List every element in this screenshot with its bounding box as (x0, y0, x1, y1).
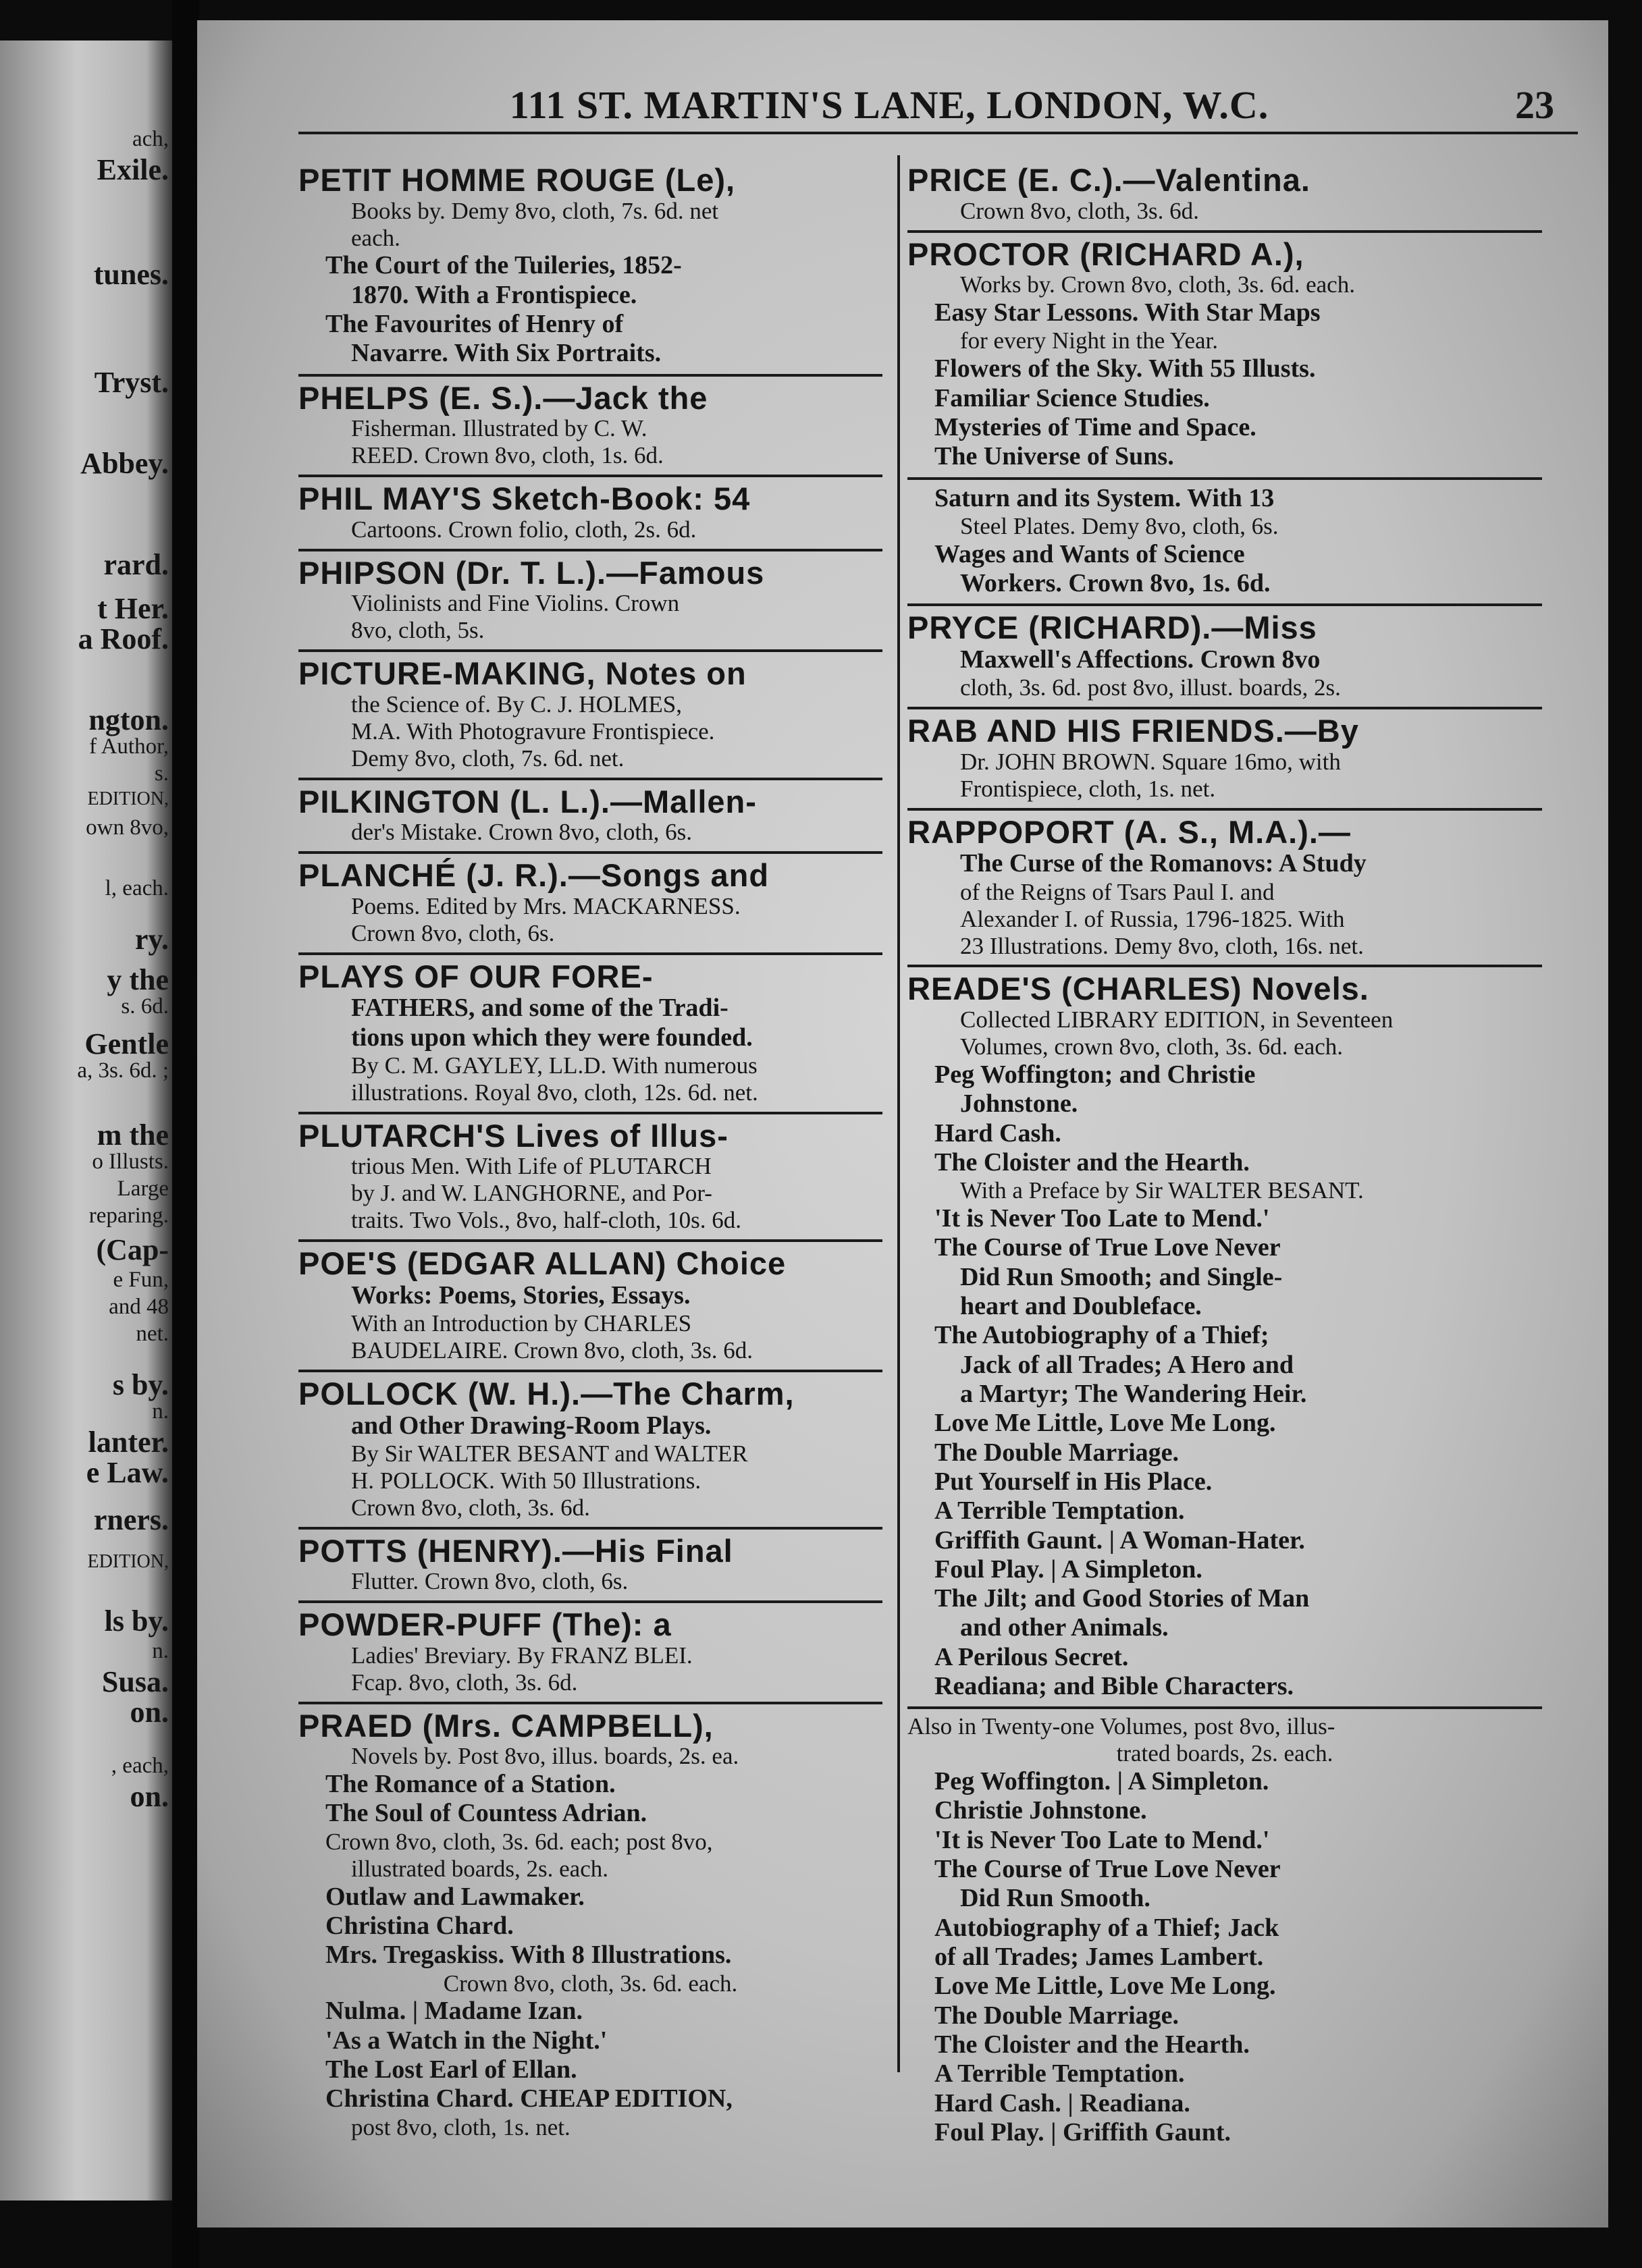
entry-line: Jack of all Trades; A Hero and (960, 1350, 1294, 1379)
entry-line: By C. M. GAYLEY, LL.D. With numerous (351, 1052, 758, 1079)
entry-line: trated boards, 2s. each. (1116, 1740, 1333, 1767)
entry-line: Peg Woffington. | A Simpleton. (934, 1767, 1269, 1796)
entry-line: Outlaw and Lawmaker. (325, 1882, 585, 1911)
book-gutter (172, 0, 199, 2268)
entry-line: by J. and W. LANGHORNE, and Por- (351, 1180, 712, 1207)
entry-heading: PHELPS (E. S.).—Jack the (298, 379, 708, 416)
entry-line: Violinists and Fine Violins. Crown (351, 590, 680, 617)
catalogue-entry (907, 606, 1542, 709)
entry-line: tions upon which they were founded. (351, 1023, 753, 1052)
entry-line: Dr. JOHN BROWN. Square 16mo, with (960, 749, 1341, 776)
entry-line: The Favourites of Henry of (325, 310, 624, 339)
entry-line: The Double Marriage. (934, 1438, 1180, 1467)
entry-line: Works by. Crown 8vo, cloth, 3s. 6d. each. (960, 271, 1355, 298)
facing-page-fragment: own 8vo, (86, 815, 169, 840)
entry-line: Ladies' Breviary. By FRANZ BLEI. (351, 1642, 693, 1669)
entry-line: post 8vo, cloth, 1s. net. (351, 2113, 571, 2140)
entry-line: traits. Two Vols., 8vo, half-cloth, 10s. 6d. (351, 1207, 741, 1234)
running-header: 111 ST. MARTIN'S LANE, LONDON, W.C. (509, 83, 1269, 127)
entry-line: Christina Chard. (325, 1911, 514, 1940)
entry-line: Steel Plates. Demy 8vo, cloth, 6s. (960, 512, 1279, 539)
facing-page-fragment: EDITION, (87, 1551, 169, 1572)
facing-page-fragment: s. (154, 761, 169, 786)
entry-line: Flutter. Crown 8vo, cloth, 6s. (351, 1568, 629, 1595)
entry-line: Novels by. Post 8vo, illus. boards, 2s. ea. (351, 1743, 739, 1770)
entry-line: Flowers of the Sky. With 55 Illusts. (934, 354, 1316, 383)
facing-page-fragment: and 48 (109, 1295, 169, 1319)
entry-heading: RAPPOPORT (A. S., M.A.).— (907, 813, 1351, 850)
entry-line: Christina Chard. CHEAP EDITION, (325, 2084, 733, 2113)
entry-line: Fcap. 8vo, cloth, 3s. 6d. (351, 1669, 578, 1696)
entry-line: BAUDELAIRE. Crown 8vo, cloth, 3s. 6d. (351, 1336, 753, 1364)
entry-line: Frontispiece, cloth, 1s. net. (960, 775, 1216, 802)
entry-line: The Romance of a Station. (325, 1770, 616, 1799)
entry-line: A Terrible Temptation. (934, 1496, 1185, 1526)
catalogue-entry (907, 967, 1542, 1709)
catalogue-entry (298, 652, 882, 780)
entry-line: Alexander I. of Russia, 1796-1825. With (960, 905, 1345, 932)
entry-line: Crown 8vo, cloth, 3s. 6d. each. (443, 1970, 738, 1997)
entry-heading: PILKINGTON (L. L.).—Mallen- (298, 783, 757, 819)
entry-line: Volumes, crown 8vo, cloth, 3s. 6d. each. (960, 1033, 1344, 1060)
entry-line: Did Run Smooth. (960, 1884, 1150, 1913)
entry-heading: PLANCHÉ (J. R.).—Songs and (298, 857, 770, 894)
entry-line: Crown 8vo, cloth, 3s. 6d. (960, 197, 1199, 224)
entry-line: Familiar Science Studies. (934, 383, 1210, 412)
entry-line: The Jilt; and Good Stories of Man (934, 1584, 1310, 1613)
entry-line: The Lost Earl of Ellan. (325, 2055, 577, 2084)
entry-line: Saturn and its System. With 13 (934, 483, 1275, 512)
entry-line: With a Preface by Sir WALTER BESANT. (960, 1177, 1364, 1204)
entry-line: Mrs. Tregaskiss. With 8 Illustrations. (325, 1941, 732, 1970)
facing-page-fragment: rard. (103, 548, 169, 581)
facing-page-fragment: rners. (93, 1503, 169, 1536)
catalogue-entry (298, 159, 882, 377)
entry-heading: PHIPSON (Dr. T. L.).—Famous (298, 554, 765, 591)
entry-line: 'As a Watch in the Night.' (325, 2026, 608, 2055)
entry-line: Crown 8vo, cloth, 3s. 6d. each; post 8vo, (325, 1828, 713, 1855)
entry-line: REED. Crown 8vo, cloth, 1s. 6d. (351, 442, 664, 469)
facing-page-fragment: Exile. (97, 153, 169, 186)
catalogue-entry (907, 1709, 1542, 2153)
entry-heading: POTTS (HENRY).—His Final (298, 1532, 733, 1569)
entry-line: By Sir WALTER BESANT and WALTER (351, 1440, 748, 1467)
entry-line: The Autobiography of a Thief; (934, 1321, 1269, 1350)
catalogue-entry (298, 780, 882, 855)
entry-heading: READE'S (CHARLES) Novels. (907, 971, 1369, 1007)
facing-page-fragment: s. 6d. (121, 994, 169, 1019)
entry-line: Navarre. With Six Portraits. (351, 339, 662, 368)
facing-page-fragment: ls by. (104, 1604, 169, 1638)
entry-line: Crown 8vo, cloth, 3s. 6d. (351, 1494, 590, 1521)
entry-line: With an Introduction by CHARLES (351, 1310, 692, 1337)
entry-line: Also in Twenty-one Volumes, post 8vo, illus- (907, 1713, 1335, 1740)
entry-line: Maxwell's Affections. Crown 8vo (960, 645, 1321, 674)
entry-line: each. (351, 224, 400, 251)
entry-line: 'It is Never Too Late to Mend.' (934, 1825, 1270, 1854)
entry-line: The Cloister and the Hearth. (934, 2030, 1250, 2059)
facing-page-fragment: (Cap- (96, 1233, 169, 1266)
facing-page-fragment: a, 3s. 6d. ; (77, 1058, 169, 1083)
facing-page-fragment: Susa. (101, 1665, 169, 1698)
facing-page-fragment: e Law. (86, 1456, 169, 1489)
entry-line: of the Reigns of Tsars Paul I. and (960, 878, 1275, 905)
facing-page-fragment: o Illusts. (92, 1150, 169, 1174)
entry-line: The Curse of the Romanovs: A Study (960, 849, 1367, 878)
catalogue-entry (298, 1372, 882, 1530)
entry-line: Did Run Smooth; and Single- (960, 1262, 1283, 1291)
entry-line: Works: Poems, Stories, Essays. (351, 1280, 691, 1310)
entry-line: Cartoons. Crown folio, cloth, 2s. 6d. (351, 516, 697, 543)
entry-line: Griffith Gaunt. | A Woman-Hater. (934, 1526, 1305, 1555)
catalogue-entry (298, 377, 882, 477)
catalogue-entry (298, 1704, 882, 2146)
entry-line: cloth, 3s. 6d. post 8vo, illust. boards, 2s. (960, 674, 1341, 701)
entry-line: Johnstone. (960, 1089, 1078, 1118)
entry-line: Poems. Edited by Mrs. MACKARNESS. (351, 892, 741, 919)
facing-page-fragment: Gentle (84, 1027, 169, 1060)
entry-line: Peg Woffington; and Christie (934, 1060, 1256, 1089)
entry-line: Love Me Little, Love Me Long. (934, 1972, 1276, 2001)
facing-page-fragment: ry. (134, 923, 169, 956)
facing-page-fragment: n. (152, 1639, 169, 1663)
entry-line: The Universe of Suns. (934, 442, 1174, 471)
entry-heading: PHIL MAY'S Sketch-Book: 54 (298, 481, 751, 517)
entry-heading: PRAED (Mrs. CAMPBELL), (298, 1707, 714, 1744)
facing-page-fragment: l, each. (105, 876, 169, 900)
facing-page-fragment: t Her. (97, 592, 169, 625)
facing-page-fragment: on. (130, 1696, 169, 1729)
entry-line: for every Night in the Year. (960, 327, 1219, 354)
catalogue-entry (298, 1530, 882, 1604)
facing-page-fragment: tunes. (93, 258, 169, 291)
facing-page-fragment: ngton. (88, 703, 169, 736)
catalogue-entry (298, 955, 882, 1114)
entry-line: Hard Cash. (934, 1118, 1061, 1148)
facing-page-fragment: Tryst. (94, 366, 169, 399)
entry-line: illustrations. Royal 8vo, cloth, 12s. 6d. net. (351, 1079, 758, 1106)
entry-line: Easy Star Lessons. With Star Maps (934, 298, 1321, 327)
entry-line: Collected LIBRARY EDITION, in Seventeen (960, 1006, 1394, 1033)
entry-line: der's Mistake. Crown 8vo, cloth, 6s. (351, 819, 693, 846)
entry-line: M.A. With Photogravure Frontispiece. (351, 718, 715, 745)
entry-heading: PRYCE (RICHARD).—Miss (907, 610, 1317, 646)
facing-page-fragment: f Author, (89, 734, 169, 759)
catalogue-entry (907, 709, 1542, 810)
left-column (298, 159, 882, 2146)
entry-line: Autobiography of a Thief; Jack (934, 1913, 1279, 1942)
facing-page-fragment: lanter. (88, 1426, 169, 1459)
entry-line: Workers. Crown 8vo, 1s. 6d. (960, 569, 1271, 598)
entry-heading: POLLOCK (W. H.).—The Charm, (298, 1375, 795, 1411)
entry-line: Books by. Demy 8vo, cloth, 7s. 6d. net (351, 197, 719, 224)
entry-heading: POE'S (EDGAR ALLAN) Choice (298, 1245, 787, 1282)
facing-page-fragment: ach, (132, 127, 169, 151)
entry-line: illustrated boards, 2s. each. (351, 1855, 609, 1882)
facing-page-fragment: s by. (112, 1368, 169, 1401)
catalogue-entry (298, 477, 882, 551)
entry-line: Christie Johnstone. (934, 1796, 1147, 1825)
catalogue-entry (907, 480, 1542, 607)
entry-line: Nulma. | Madame Izan. (325, 1997, 583, 2026)
catalogue-entry (907, 811, 1542, 968)
entry-line: The Soul of Countess Adrian. (325, 1799, 647, 1828)
entry-line: Readiana; and Bible Characters. (934, 1672, 1294, 1701)
book-page (197, 20, 1608, 2228)
entry-line: Love Me Little, Love Me Long. (934, 1409, 1276, 1438)
facing-page-fragment: , each, (111, 1754, 169, 1778)
facing-page-fragment: on. (130, 1780, 169, 1813)
entry-line: A Terrible Temptation. (934, 2059, 1185, 2088)
facing-page-fragment: Abbey. (80, 447, 169, 480)
facing-page-edge (0, 40, 172, 2200)
entry-line: Demy 8vo, cloth, 7s. 6d. net. (351, 745, 625, 772)
entry-line: The Double Marriage. (934, 2001, 1180, 2030)
entry-line: A Perilous Secret. (934, 1642, 1129, 1671)
entry-heading: RAB AND HIS FRIENDS.—By (907, 713, 1359, 749)
facing-page-fragment: net. (136, 1322, 169, 1346)
entry-line: the Science of. By C. J. HOLMES, (351, 691, 682, 718)
right-column (907, 159, 1542, 2153)
entry-line: FATHERS, and some of the Tradi- (351, 994, 729, 1023)
entry-line: Fisherman. Illustrated by C. W. (351, 415, 647, 442)
entry-line: Crown 8vo, cloth, 6s. (351, 919, 555, 946)
facing-page-fragment: reparing. (88, 1204, 169, 1228)
entry-heading: PLUTARCH'S Lives of Illus- (298, 1117, 729, 1154)
catalogue-entry (907, 159, 1542, 233)
entry-line: 23 Illustrations. Demy 8vo, cloth, 16s. net. (960, 932, 1364, 959)
entry-line: of all Trades; James Lambert. (934, 1943, 1264, 1972)
entry-line: Mysteries of Time and Space. (934, 412, 1256, 441)
facing-page-fragment: Large (117, 1177, 169, 1201)
entry-line: trious Men. With Life of PLUTARCH (351, 1153, 712, 1180)
catalogue-entry (298, 854, 882, 954)
entry-line: The Court of the Tuileries, 1852- (325, 251, 682, 280)
entry-line: The Course of True Love Never (934, 1855, 1281, 1884)
entry-line: a Martyr; The Wandering Heir. (960, 1379, 1307, 1408)
catalogue-entry (298, 1603, 882, 1704)
entry-line: heart and Doubleface. (960, 1292, 1202, 1321)
entry-line: Put Yourself in His Place. (934, 1467, 1213, 1496)
entry-line: H. POLLOCK. With 50 Illustrations. (351, 1467, 701, 1494)
entry-heading: PLAYS OF OUR FORE- (298, 958, 654, 994)
entry-line: Hard Cash. | Readiana. (934, 2088, 1190, 2117)
facing-page-fragment: e Fun, (113, 1268, 169, 1292)
header-rule (298, 132, 1578, 134)
facing-page-fragment: a Roof. (78, 622, 169, 655)
entry-line: Foul Play. | Griffith Gaunt. (934, 2117, 1232, 2146)
catalogue-entry (298, 1242, 882, 1372)
facing-page-fragment: EDITION, (87, 788, 169, 809)
column-divider (897, 155, 900, 2072)
entry-line: The Cloister and the Hearth. (934, 1148, 1250, 1177)
entry-line: 'It is Never Too Late to Mend.' (934, 1204, 1270, 1233)
page-number: 23 (1515, 83, 1554, 127)
entry-line: and other Animals. (960, 1613, 1169, 1642)
entry-line: and Other Drawing-Room Plays. (351, 1411, 712, 1440)
entry-heading: PICTURE-MAKING, Notes on (298, 655, 747, 692)
entry-line: 8vo, cloth, 5s. (351, 617, 485, 644)
facing-page-fragment: m the (97, 1118, 169, 1152)
entry-line: Foul Play. | A Simpleton. (934, 1555, 1202, 1584)
catalogue-entry (907, 233, 1542, 480)
entry-line: 1870. With a Frontispiece. (351, 280, 637, 309)
entry-heading: PETIT HOMME ROUGE (Le), (298, 162, 736, 198)
catalogue-entry (298, 1114, 882, 1242)
entry-line: The Course of True Love Never (934, 1233, 1281, 1262)
entry-heading: PRICE (E. C.).—Valentina. (907, 162, 1310, 198)
entry-heading: POWDER-PUFF (The): a (298, 1606, 672, 1643)
facing-page-fragment: y the (107, 963, 169, 996)
entry-heading: PROCTOR (RICHARD A.), (907, 236, 1304, 272)
facing-page-fragment: n. (152, 1399, 169, 1424)
catalogue-entry (298, 551, 882, 652)
entry-line: Wages and Wants of Science (934, 539, 1245, 568)
